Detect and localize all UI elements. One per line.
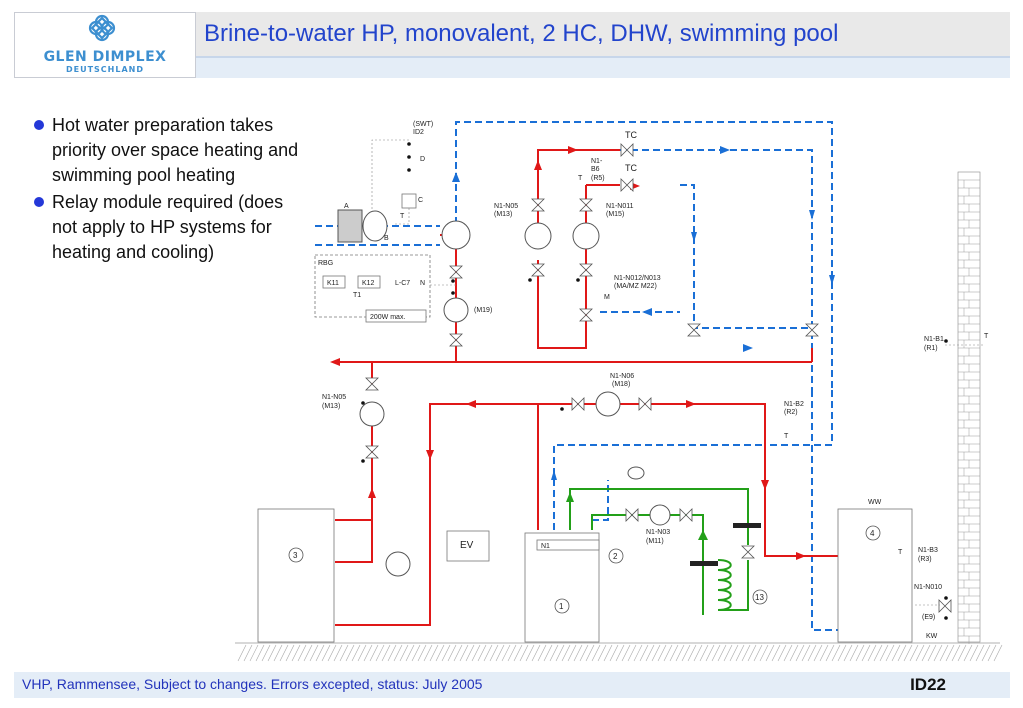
hatch-line — [820, 645, 828, 661]
hatch-line — [988, 645, 996, 661]
hatch-line — [244, 645, 252, 661]
label-n1: N1 — [541, 543, 550, 550]
valve-icon — [366, 378, 378, 390]
label-swt: (SWT) — [413, 121, 434, 128]
hatch-line — [628, 645, 636, 661]
hatch-line — [604, 645, 612, 661]
label-k11: K11 — [327, 280, 339, 287]
valve-icon — [580, 199, 592, 211]
hatch-line — [976, 645, 984, 661]
label-m13-top: (M13) — [494, 211, 513, 218]
label-t: T — [400, 213, 405, 220]
hatch-line — [310, 645, 318, 661]
label-t-b1: T — [984, 333, 989, 340]
hatch-line — [298, 645, 306, 661]
valve-icon — [806, 324, 818, 336]
hatch-line — [256, 645, 264, 661]
label-num-13: 13 — [755, 593, 764, 602]
hatch-line — [772, 645, 780, 661]
hatch-line — [460, 645, 468, 661]
label-t1: T1 — [353, 292, 362, 299]
hatch-line — [910, 645, 918, 661]
hatch-line — [658, 645, 666, 661]
valve-icon — [532, 264, 544, 276]
hatch-line — [640, 645, 648, 661]
label-r1: (R1) — [924, 345, 938, 352]
hatch-line — [904, 645, 912, 661]
hatch-line — [814, 645, 822, 661]
label-n1n012: N1-N012/N013 — [614, 275, 661, 282]
hatch-line — [958, 645, 966, 661]
slide-id: ID22 — [910, 675, 946, 694]
label-m18: (M18) — [612, 381, 631, 388]
hatch-line — [376, 645, 384, 661]
hatch-line — [736, 645, 744, 661]
footer-text: VHP, Rammensee, Subject to changes. Errors excepted, status: July 2005 — [22, 676, 483, 692]
label-d: D — [420, 156, 426, 163]
hatch-line — [466, 645, 474, 661]
label-n1n011: N1-N011 — [606, 203, 634, 210]
hatch-line — [556, 645, 564, 661]
hatch-line — [550, 645, 558, 661]
hatch-line — [676, 645, 684, 661]
hatch-line — [964, 645, 972, 661]
brick-lines — [958, 180, 980, 644]
hatch-line — [802, 645, 810, 661]
hatch-line — [844, 645, 852, 661]
label-num-4: 4 — [870, 529, 875, 538]
label-num-1: 1 — [559, 602, 564, 611]
hatch-line — [700, 645, 708, 661]
hatch-line — [346, 645, 354, 661]
hatch-line — [304, 645, 312, 661]
hatch-line — [238, 645, 246, 661]
label-ww: WW — [868, 499, 882, 506]
label-n1n06: N1-N06 — [610, 373, 635, 380]
hatch-line — [538, 645, 546, 661]
hatch-line — [874, 645, 882, 661]
hatch-line — [280, 645, 288, 661]
hatch-line — [484, 645, 492, 661]
hatch-line — [316, 645, 324, 661]
bullet-text: Hot water preparation takes priority over space heating and swimming pool heating — [52, 115, 299, 185]
hatch-line — [508, 645, 516, 661]
valve-icon — [366, 446, 378, 458]
hatch-line — [718, 645, 726, 661]
hatch-line — [526, 645, 534, 661]
hatch-line — [760, 645, 768, 661]
label-kw: KW — [926, 633, 938, 640]
label-n1n05-left: N1-N05 — [322, 394, 347, 401]
hatch-line — [610, 645, 618, 661]
label-r2: (R2) — [784, 409, 798, 416]
label-ev: EV — [460, 540, 474, 551]
hatch-line — [622, 645, 630, 661]
hatch-line — [898, 645, 906, 661]
label-num-3: 3 — [293, 551, 298, 560]
valve-icon — [621, 179, 633, 191]
hatch-line — [970, 645, 978, 661]
ground-hatch-lines — [238, 645, 1002, 661]
label-r3: (R3) — [918, 556, 932, 563]
valve-icon — [742, 546, 754, 558]
hatch-line — [250, 645, 258, 661]
hatch-line — [796, 645, 804, 661]
label-m11: (M11) — [646, 538, 664, 545]
hatch-line — [826, 645, 834, 661]
valve-icon — [680, 509, 692, 521]
hatch-line — [490, 645, 498, 661]
hatch-line — [688, 645, 696, 661]
valve-icon — [450, 334, 462, 346]
hatch-line — [262, 645, 270, 661]
label-n1n03: N1-N03 — [646, 529, 671, 536]
hatch-line — [886, 645, 894, 661]
hatch-line — [430, 645, 438, 661]
hatch-line — [514, 645, 522, 661]
label-b6: B6 — [591, 166, 600, 173]
hatch-line — [424, 645, 432, 661]
blue-arrows — [452, 146, 835, 480]
hatch-line — [442, 645, 450, 661]
hatch-line — [868, 645, 876, 661]
hatch-line — [766, 645, 774, 661]
hatch-line — [706, 645, 714, 661]
hatch-line — [358, 645, 366, 661]
valve-icon — [626, 509, 638, 521]
hatch-line — [496, 645, 504, 661]
hatch-line — [340, 645, 348, 661]
valve-icon — [639, 398, 651, 410]
hatch-line — [562, 645, 570, 661]
label-mamz: (MA/MZ M22) — [614, 283, 657, 290]
hatch-line — [646, 645, 654, 661]
hatch-line — [478, 645, 486, 661]
hatch-line — [334, 645, 342, 661]
hatch-line — [274, 645, 282, 661]
tank-a — [338, 210, 387, 242]
hatch-line — [928, 645, 936, 661]
label-b: B — [384, 235, 389, 242]
hatch-line — [880, 645, 888, 661]
label-n1n05-top: N1-N05 — [494, 203, 519, 210]
label-lc7: L-C7 — [395, 280, 411, 287]
hatch-line — [982, 645, 990, 661]
label-n1n010: N1-N010 — [914, 584, 943, 591]
hatch-line — [532, 645, 540, 661]
hatch-line — [694, 645, 702, 661]
hatch-line — [268, 645, 276, 661]
label-200w: 200W max. — [370, 314, 406, 321]
hatch-line — [580, 645, 588, 661]
hatch-line — [616, 645, 624, 661]
hatch-line — [328, 645, 336, 661]
label-rbg: RBG — [318, 260, 334, 267]
hatch-line — [412, 645, 420, 661]
valve-icon — [572, 398, 584, 410]
hatch-line — [742, 645, 750, 661]
label-c: C — [418, 197, 424, 204]
hatch-line — [382, 645, 390, 661]
valve-icon — [688, 324, 700, 336]
logo-name: GLEN DIMPLEX — [43, 49, 167, 65]
label-num-2: 2 — [613, 552, 618, 561]
hatch-line — [454, 645, 462, 661]
hatch-line — [664, 645, 672, 661]
hatch-line — [808, 645, 816, 661]
label-n1b6: N1- — [591, 158, 603, 165]
hatch-line — [472, 645, 480, 661]
label-a: A — [344, 203, 349, 210]
hatch-line — [778, 645, 786, 661]
label-t-b3: T — [898, 549, 903, 556]
hatch-line — [862, 645, 870, 661]
hatch-line — [730, 645, 738, 661]
hatch-line — [838, 645, 846, 661]
label-m19: (M19) — [474, 307, 493, 314]
label-n1b3: N1-B3 — [918, 547, 938, 554]
label-r5: (R5) — [591, 175, 605, 182]
label-t-b2: T — [784, 433, 789, 440]
hatch-line — [322, 645, 330, 661]
valve-icon — [450, 266, 462, 278]
hatch-line — [502, 645, 510, 661]
hatch-line — [994, 645, 1002, 661]
hatch-line — [436, 645, 444, 661]
label-m15: (M15) — [606, 211, 625, 218]
hatch-line — [364, 645, 372, 661]
label-n1b1: N1-B1 — [924, 336, 944, 343]
hatch-line — [682, 645, 690, 661]
hatch-line — [892, 645, 900, 661]
hatch-line — [946, 645, 954, 661]
label-tc2: TC — [625, 163, 637, 173]
hatch-line — [748, 645, 756, 661]
hatch-line — [352, 645, 360, 661]
hatch-line — [574, 645, 582, 661]
hatch-line — [940, 645, 948, 661]
hatch-line — [916, 645, 924, 661]
hatch-line — [406, 645, 414, 661]
hatch-line — [856, 645, 864, 661]
valve-icon — [621, 144, 633, 156]
hatch-line — [712, 645, 720, 661]
label-k12: K12 — [362, 280, 375, 287]
hatch-line — [784, 645, 792, 661]
hatch-line — [634, 645, 642, 661]
hatch-line — [394, 645, 402, 661]
hatch-line — [832, 645, 840, 661]
hatch-line — [400, 645, 408, 661]
page-title: Brine-to-water HP, monovalent, 2 HC, DHW, swimming pool — [204, 20, 839, 47]
hatch-line — [520, 645, 528, 661]
hatch-line — [754, 645, 762, 661]
hatch-line — [670, 645, 678, 661]
hatch-line — [292, 645, 300, 661]
label-id2: ID2 — [413, 129, 424, 136]
hatch-line — [850, 645, 858, 661]
hatch-line — [388, 645, 396, 661]
logo-subname: DEUTSCHLAND — [65, 65, 144, 74]
hatch-line — [724, 645, 732, 661]
hatch-line — [592, 645, 600, 661]
thermostat-bars — [690, 523, 761, 566]
valve-icon — [580, 264, 592, 276]
label-m13-left: (M13) — [322, 403, 341, 410]
label-tc1: TC — [625, 130, 637, 140]
hatch-line — [934, 645, 942, 661]
footer-bar — [14, 672, 1010, 698]
hatch-line — [952, 645, 960, 661]
hatch-line — [790, 645, 798, 661]
hatch-line — [544, 645, 552, 661]
label-e9: (E9) — [922, 614, 936, 621]
label-t-b6: T — [578, 175, 583, 182]
valve-icon — [939, 600, 951, 612]
label-m: M — [604, 294, 610, 301]
hatch-line — [370, 645, 378, 661]
hatch-line — [568, 645, 576, 661]
bullet-text: Relay module required (does not apply to HP systems for heating and cooling) — [52, 192, 284, 262]
valve-icon — [580, 309, 592, 321]
hatch-line — [598, 645, 606, 661]
hatch-line — [418, 645, 426, 661]
hatch-line — [586, 645, 594, 661]
hatch-line — [448, 645, 456, 661]
valve-icon — [532, 199, 544, 211]
label-n1b2: N1-B2 — [784, 401, 804, 408]
label-n: N — [420, 280, 426, 287]
hatch-line — [922, 645, 930, 661]
hatch-line — [652, 645, 660, 661]
hatch-line — [286, 645, 294, 661]
